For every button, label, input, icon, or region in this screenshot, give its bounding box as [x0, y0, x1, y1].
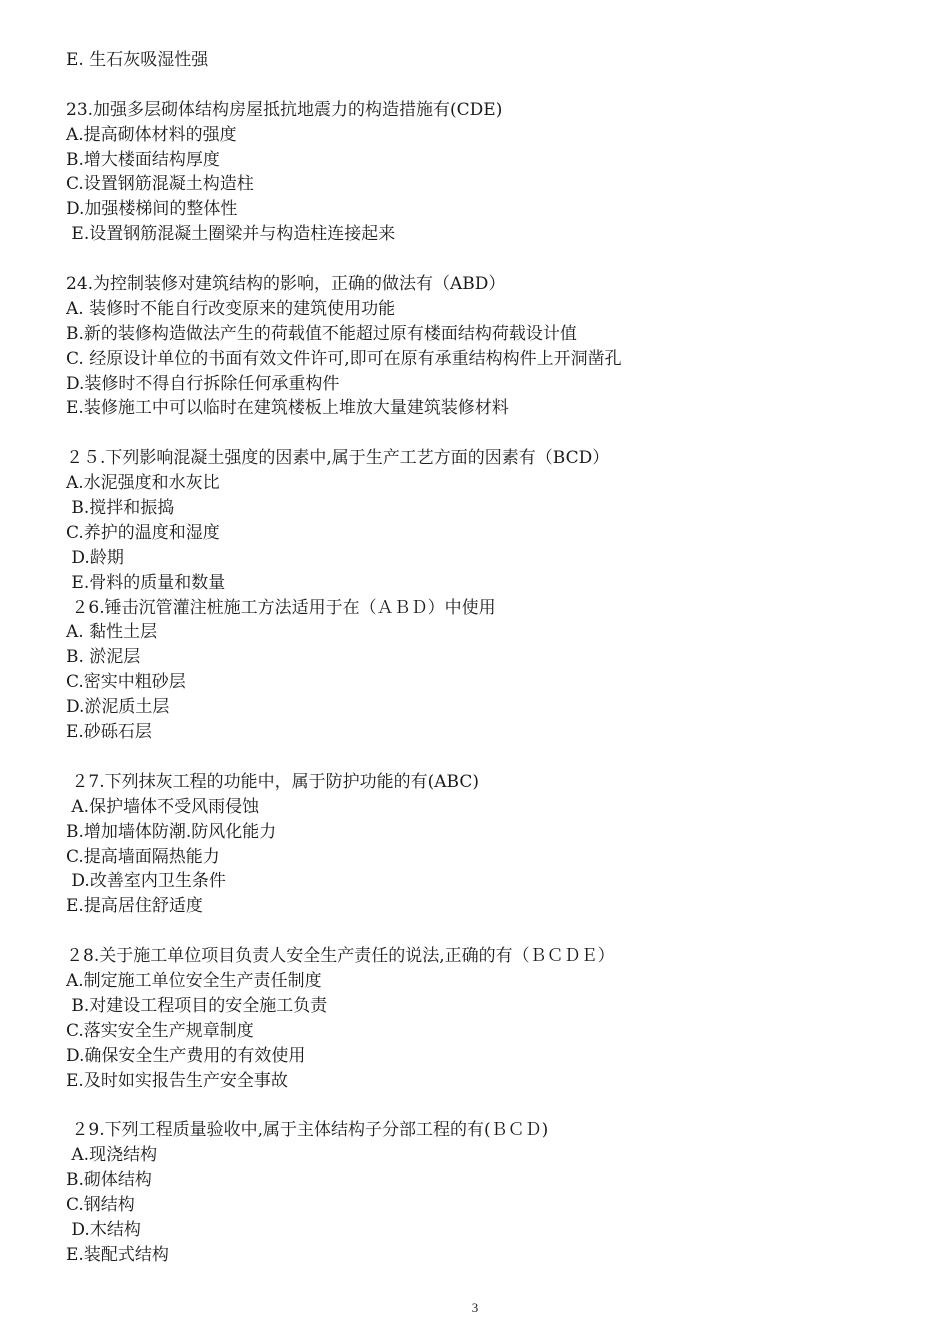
text-line: E.设置钢筋混凝土圈梁并与构造柱连接起来	[66, 224, 396, 245]
text-line: E.砂砾石层	[66, 722, 152, 743]
text-line: A. 黏性土层	[66, 622, 158, 643]
text-line: A. 装修时不能自行改变原来的建筑使用功能	[66, 298, 396, 319]
text-line: C.设置钢筋混凝土构造柱	[66, 174, 254, 195]
text-line: D.确保安全生产费用的有效使用	[66, 1045, 306, 1066]
text-line: D.龄期	[66, 547, 124, 568]
text-line: B.砌体结构	[66, 1170, 152, 1191]
text-line: E. 生石灰吸湿性强	[66, 50, 209, 70]
text-line: D.装修时不得自行拆除任何承重构件	[66, 373, 340, 394]
text-line: B.搅拌和振捣	[66, 498, 175, 519]
page-number: 3	[471, 1300, 479, 1315]
text-line: ２8.关于施工单位项目负责人安全生产责任的说法,正确的有（ＢＣＤＥ）	[66, 946, 615, 967]
text-line: A.保护墙体不受风雨侵蚀	[66, 796, 260, 817]
text-line: B. 淤泥层	[66, 647, 141, 668]
text-line: E.提高居住舒适度	[66, 896, 203, 917]
blank-line	[66, 247, 896, 272]
text-line: A.现浇结构	[66, 1145, 158, 1166]
blank-line	[66, 73, 896, 98]
text-line: B.增大楼面结构厚度	[66, 149, 220, 170]
blank-line	[66, 421, 896, 446]
text-line: B.对建设工程项目的安全施工负责	[66, 995, 328, 1016]
blank-line	[66, 919, 896, 944]
text-line: ２9.下列工程质量验收中,属于主体结构子分部工程的有(ＢＣＤ)	[66, 1120, 549, 1141]
text-line: 23.加强多层砌体结构房屋抵抗地震力的构造措施有(CDE)	[66, 99, 503, 120]
text-line: D.木结构	[66, 1219, 141, 1240]
text-line: C.钢结构	[66, 1194, 135, 1215]
text-line: C.落实安全生产规章制度	[66, 1020, 254, 1041]
blank-line	[66, 745, 896, 770]
text-line: C.养护的温度和湿度	[66, 522, 220, 543]
text-line: E.装配式结构	[66, 1244, 169, 1265]
text-line: A.提高砌体材料的强度	[66, 124, 237, 145]
text-line: C.提高墙面隔热能力	[66, 846, 220, 867]
text-line: A.制定施工单位安全生产责任制度	[66, 970, 322, 991]
document-body	[66, 48, 896, 1268]
text-line: C.密实中粗砂层	[66, 672, 186, 693]
text-line: D.改善室内卫生条件	[66, 871, 226, 892]
text-line: ２５.下列影响混凝土强度的因素中,属于生产工艺方面的因素有（BCD）	[66, 448, 610, 469]
text-line: B.增加墙体防潮.防风化能力	[66, 821, 277, 842]
text-line: B.新的装修构造做法产生的荷载值不能超过原有楼面结构荷载设计值	[66, 323, 577, 344]
text-line: D.加强楼梯间的整体性	[66, 199, 238, 220]
text-line: A.水泥强度和水灰比	[66, 473, 220, 494]
text-line: C. 经原设计单位的书面有效文件许可,即可在原有承重结构构件上开洞凿孔	[66, 348, 622, 369]
text-line: E.骨料的质量和数量	[66, 572, 226, 593]
text-line: E.及时如实报告生产安全事故	[66, 1070, 288, 1091]
text-line: ２7.下列抹灰工程的功能中，属于防护功能的有(ABC)	[66, 771, 479, 792]
text-line: E.装修施工中可以临时在建筑楼板上堆放大量建筑装修材料	[66, 398, 509, 419]
text-line: D.淤泥质土层	[66, 697, 170, 718]
blank-line	[66, 1093, 896, 1118]
text-line: 24.为控制装修对建筑结构的影响，正确的做法有（ABD）	[66, 274, 506, 295]
text-line: ２6.锤击沉管灌注桩施工方法适用于在（ＡＢＤ）中使用	[66, 597, 496, 618]
